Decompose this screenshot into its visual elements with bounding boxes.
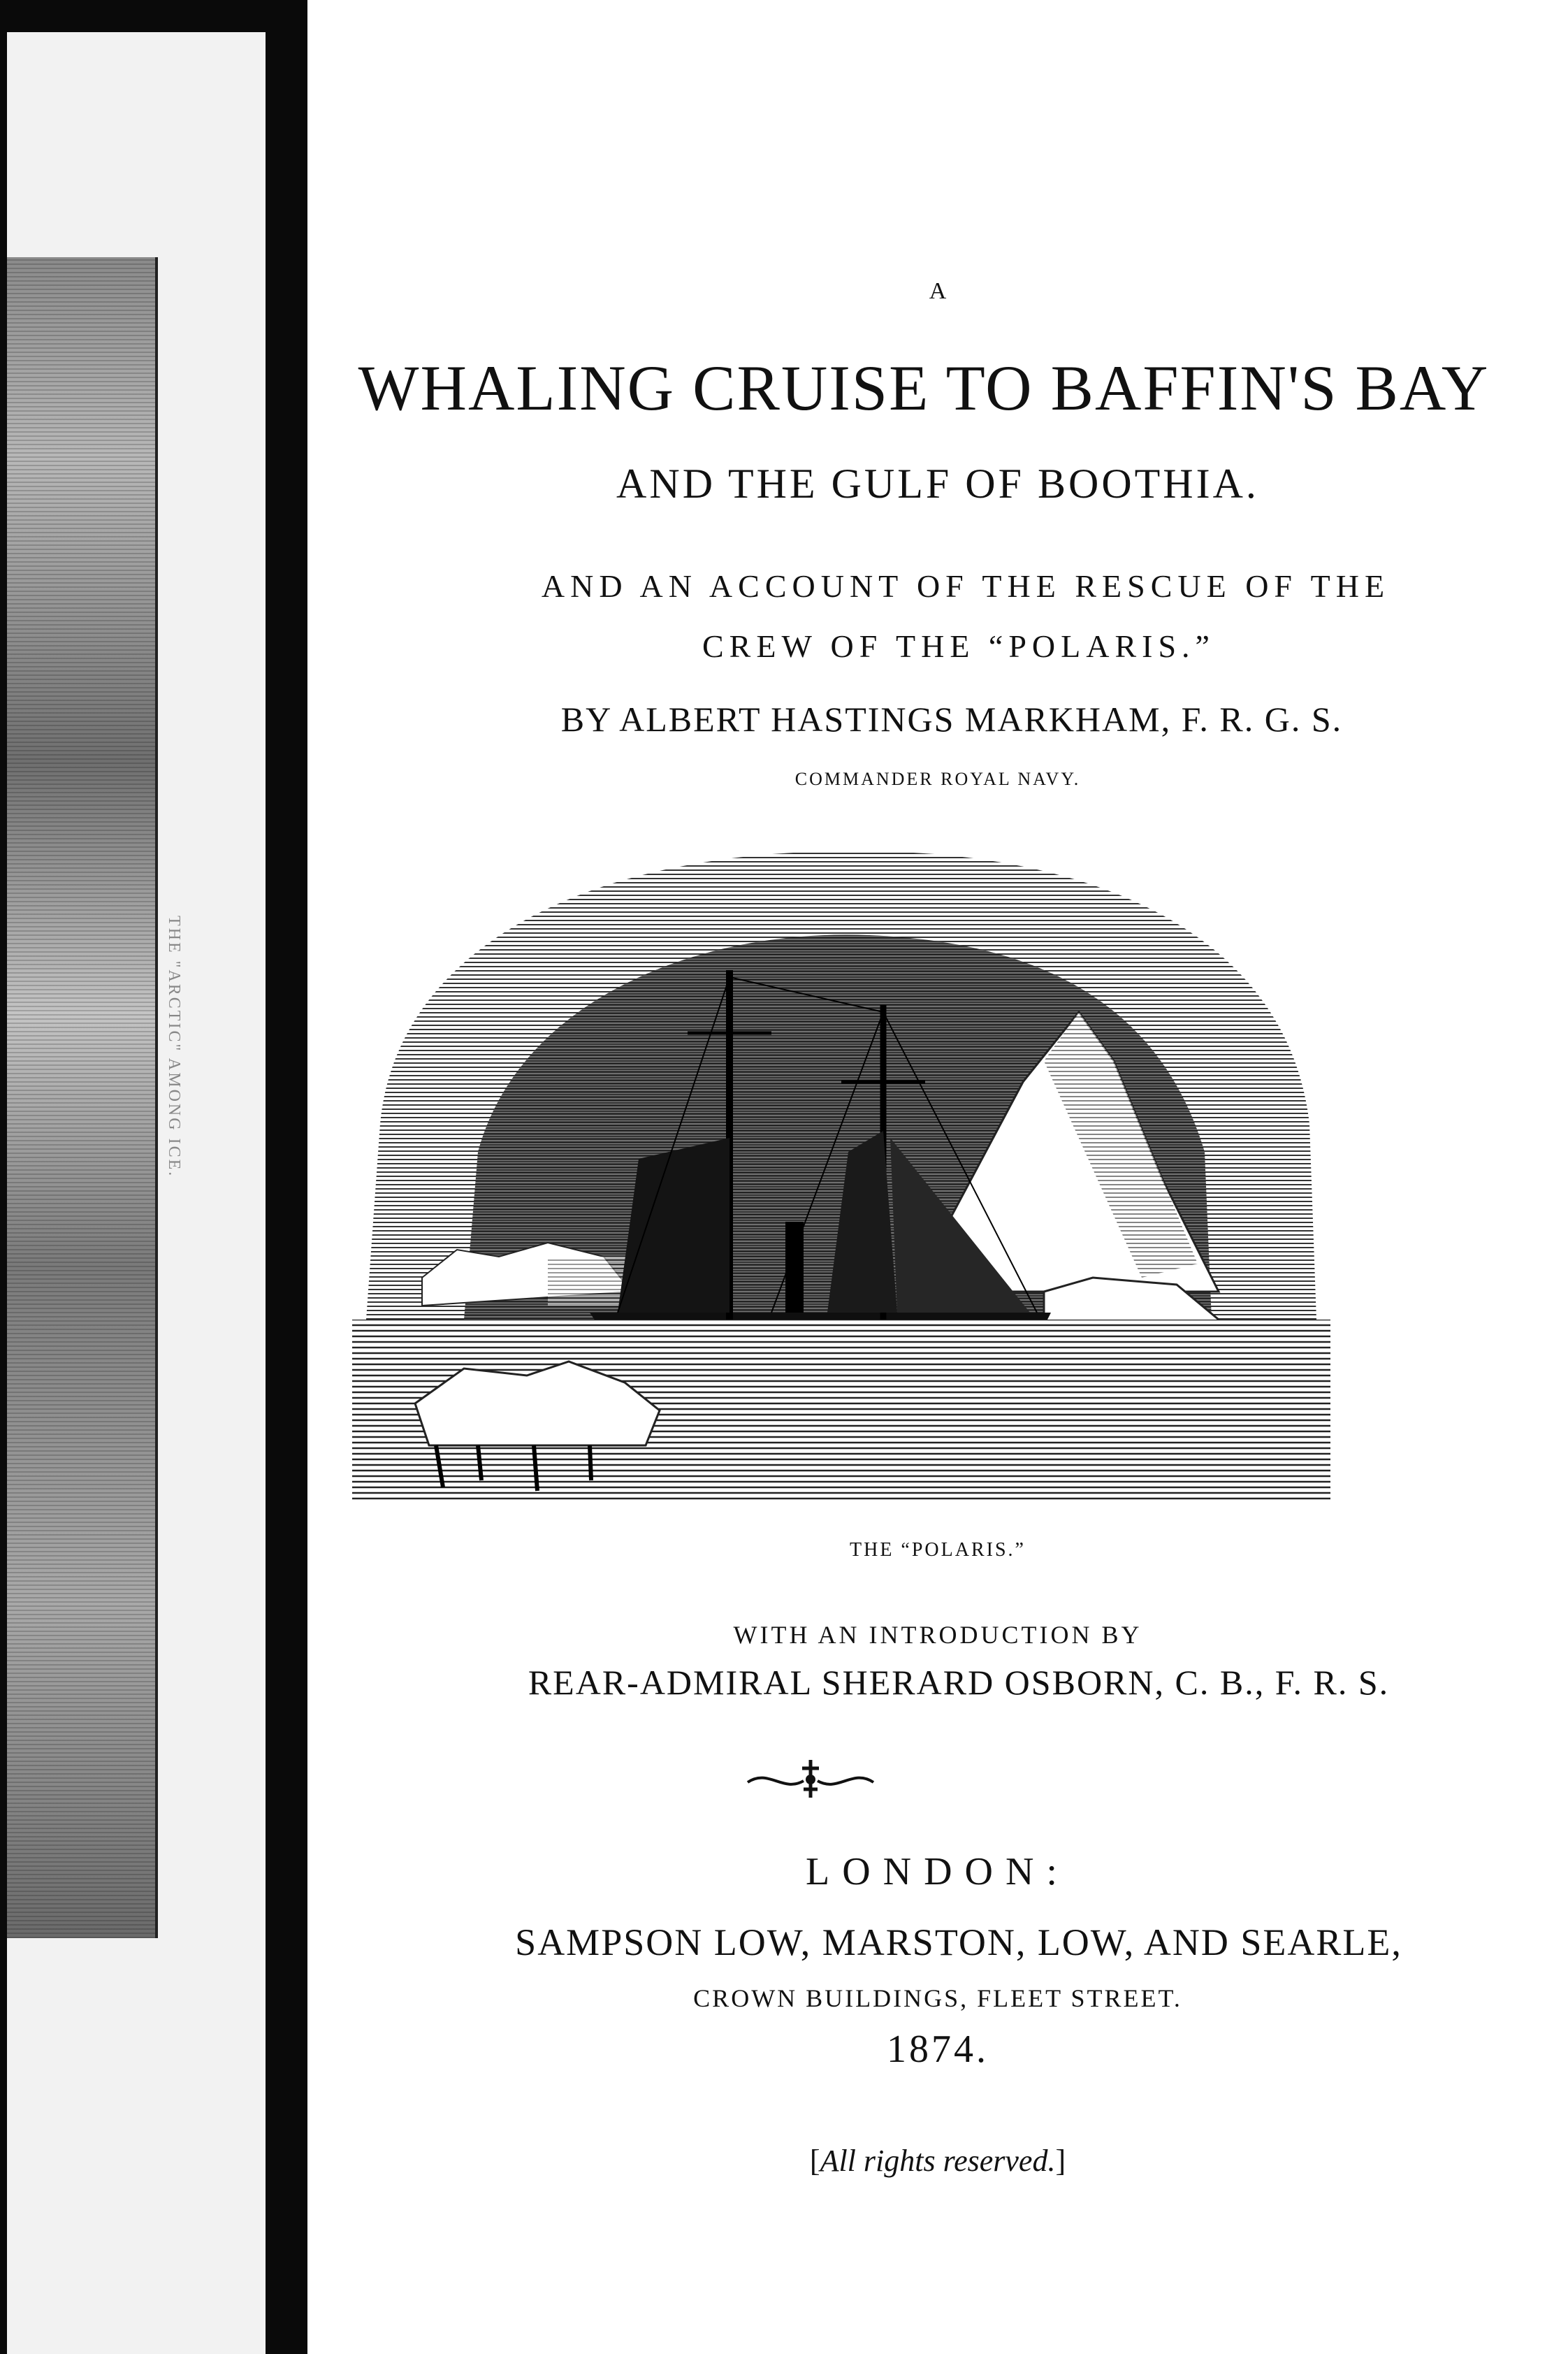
polaris-illustration — [338, 830, 1344, 1515]
frontispiece-caption: THE "ARCTIC" AMONG ICE. — [165, 916, 183, 1178]
title-page — [307, 0, 1568, 2354]
title-article: A — [929, 278, 947, 304]
introduction-line-1: WITH AN INTRODUCTION BY — [733, 1621, 1142, 1649]
frontispiece-plate — [0, 257, 158, 1938]
account-line-1: AND AN ACCOUNT OF THE RESCUE OF THE — [541, 568, 1391, 604]
book-title: WHALING CRUISE TO BAFFIN'S BAY — [358, 352, 1490, 424]
account-line-2: CREW OF THE “POLARIS.” — [702, 628, 1215, 664]
publication-place: LONDON: — [806, 1850, 1070, 1893]
rights-notice — [307, 2143, 1568, 2179]
rights-text: All rights reserved. — [820, 2144, 1056, 2178]
author-rank: COMMANDER ROYAL NAVY. — [794, 769, 1081, 789]
publisher-name: SAMPSON LOW, MARSTON, LOW, AND SEARLE, — [515, 1921, 1402, 1963]
publication-year: 1874. — [887, 2028, 989, 2071]
book-subtitle: AND THE GULF OF BOOTHIA. — [616, 461, 1259, 507]
publisher-address: CROWN BUILDINGS, FLEET STREET. — [693, 1984, 1182, 2012]
printers-ornament — [741, 1754, 880, 1803]
rights-bracket-close: ] — [1055, 2144, 1066, 2178]
introduction-line-2: REAR-ADMIRAL SHERARD OSBORN, C. B., F. R. S. — [528, 1663, 1390, 1702]
rights-bracket-open: [ — [809, 2144, 820, 2178]
author-line: BY ALBERT HASTINGS MARKHAM, F. R. G. S. — [560, 700, 1343, 739]
left-scan-border — [0, 0, 7, 2354]
illustration-caption: THE “POLARIS.” — [850, 1539, 1026, 1561]
